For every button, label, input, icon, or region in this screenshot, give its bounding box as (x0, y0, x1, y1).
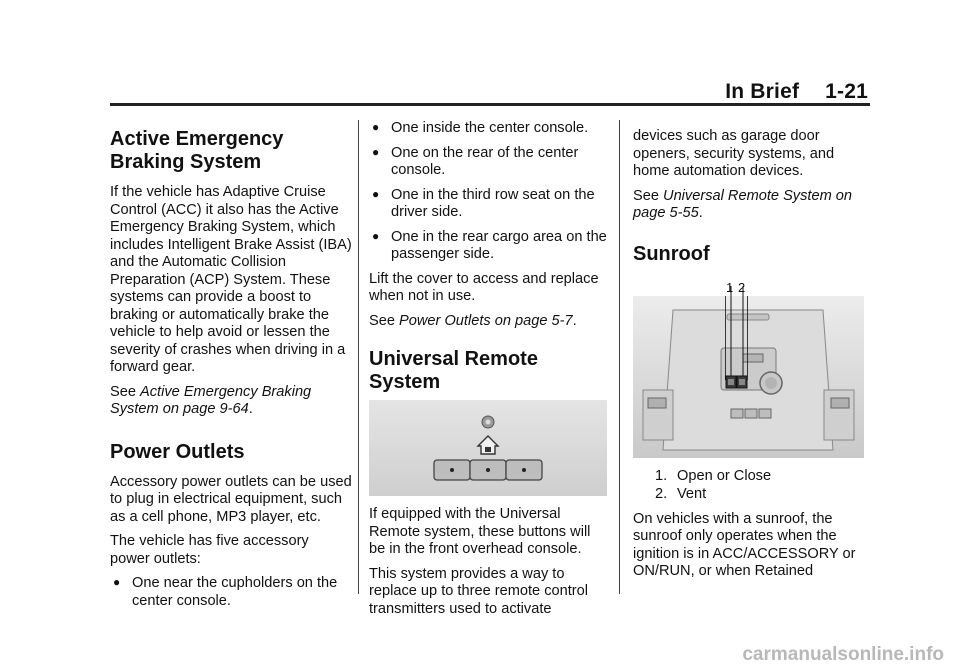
see-label: See (633, 187, 659, 204)
urs-body-1: If equipped with the Universal Remote system, these buttons will be in the front overhead console. (369, 506, 591, 557)
sunroof-console-illustration (633, 280, 864, 458)
sunroof-figure (633, 280, 864, 458)
remote-button-1[interactable] (434, 460, 470, 480)
universal-remote-figure (369, 400, 607, 496)
column-divider-2 (619, 120, 620, 594)
legend-text: Open or Close (677, 467, 772, 484)
universal-remote-illustration (369, 400, 607, 496)
list-item (369, 229, 609, 264)
sunroof-open-close-button[interactable] (726, 376, 736, 388)
power-outlet-list (110, 575, 352, 610)
list-item-text: One inside the center console. (391, 120, 589, 136)
callout-1: 1 (726, 279, 734, 295)
list-item (369, 187, 609, 222)
section-title: In Brief (725, 80, 800, 103)
legend-text: Vent (677, 486, 707, 502)
bullet-icon: ● (372, 120, 380, 134)
sunroof-body: On vehicles with a sunroof, the sunroof only operates when the ignition is in ACC/ACCESSORY or ON/RUN, or when Retained (633, 510, 856, 579)
list-item (369, 120, 609, 138)
column-2 (369, 120, 609, 625)
column-1 (110, 120, 352, 617)
bullet-icon: ● (372, 186, 380, 201)
urs-see-paragraph: See Universal Remote System on page 5-55. (633, 187, 853, 221)
see-label: See (369, 312, 395, 329)
remote-button-2[interactable] (470, 460, 506, 480)
bullet-icon: ● (372, 228, 380, 243)
power-body-2: The vehicle has five accessory power outlets: (110, 533, 309, 567)
urs-body-2: This system provides a way to replace up to three remote control transmitters used to activate (369, 565, 589, 617)
header-rule (110, 103, 870, 106)
list-item-text: One in the third row seat on the driver side. (391, 186, 595, 220)
callout-2: 2 (738, 279, 746, 295)
column-divider-1 (358, 120, 359, 594)
power-body-1: Accessory power outlets can be used to plug in electrical equipment, such as a cell phone, MP3 player, etc. (110, 473, 352, 525)
aebs-heading: Active Emergency Braking System (110, 128, 284, 173)
aebs-see-paragraph: See Active Emergency Braking System on page 9-64. (110, 383, 312, 417)
aebs-body: If the vehicle has Adaptive Cruise Control (ACC) it also has the Active Emergency Braking System, which includes Intelligent Brake Assist (IBA) and the Automatic Collision Preparation (ACP) System. These systems can provide a boost to braking or automatically brake the vehicle to help avoid or lessen the severity of crashes when driving in a forward gear. (110, 184, 352, 375)
indicator-light-icon (482, 416, 494, 428)
legend-number: 1. (655, 467, 668, 484)
legend-number: 2. (655, 486, 668, 502)
watermark: carmanualsonline.info (742, 644, 944, 665)
list-item (110, 575, 352, 610)
sunroof-legend (633, 468, 869, 504)
aebs-cross-reference[interactable]: Active Emergency Braking System on page 9-64 (110, 383, 312, 417)
list-item-text: One in the rear cargo area on the passenger side. (391, 228, 607, 262)
list-item-text: One on the rear of the center console. (391, 144, 579, 178)
remote-button-3[interactable] (506, 460, 542, 480)
lift-cover-text: Lift the cover to access and replace when not in use. (369, 270, 599, 304)
page-header (725, 80, 868, 104)
universal-remote-heading: Universal Remote System (369, 348, 538, 393)
see-label: See (110, 383, 136, 400)
list-item-text: One near the cupholders on the center console. (132, 575, 338, 609)
power-outlet-list-continued (369, 120, 609, 264)
power-see-paragraph: See Power Outlets on page 5-7. (369, 312, 577, 329)
sunroof-vent-button[interactable] (737, 376, 747, 388)
bullet-icon: ● (372, 144, 380, 159)
list-item (369, 145, 609, 180)
page-number: 1-21 (825, 80, 868, 103)
urs-body-continued: devices such as garage door openers, security systems, and home automation devices. (633, 128, 835, 179)
sunroof-heading: Sunroof (633, 242, 710, 265)
power-outlets-cross-reference[interactable]: Power Outlets on page 5-7 (399, 312, 573, 329)
legend-item (633, 486, 869, 504)
legend-item (633, 468, 869, 486)
column-3 (633, 120, 869, 588)
universal-remote-cross-reference[interactable]: Universal Remote System on page 5-55 (633, 187, 853, 221)
power-outlets-heading: Power Outlets (110, 440, 245, 463)
bullet-icon: ● (113, 575, 121, 589)
